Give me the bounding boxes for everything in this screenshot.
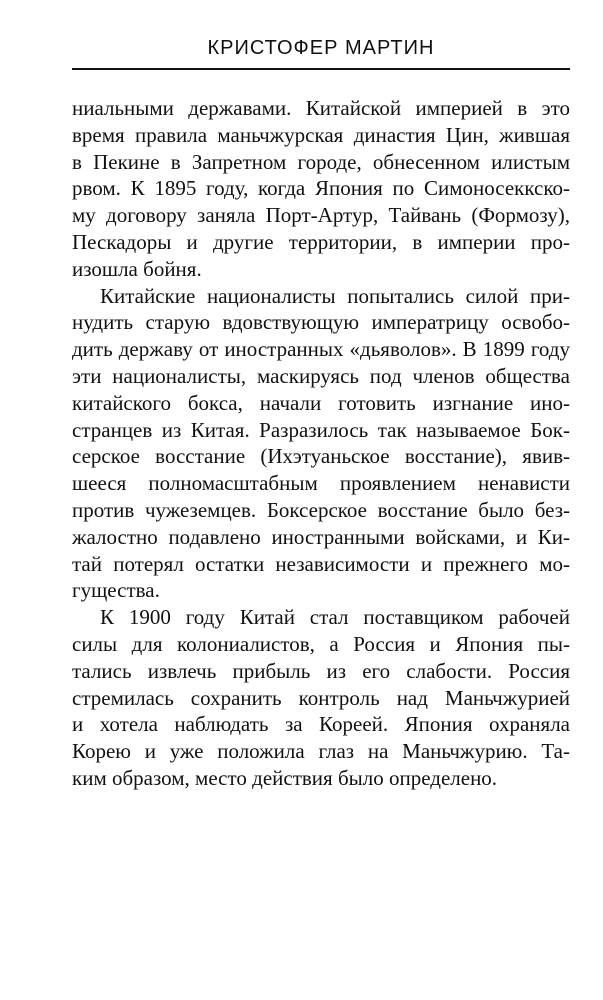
text-line: силы для колониалистов, а Россия и Япония пы- — [72, 631, 570, 656]
text-line: изошла бойня. — [72, 256, 202, 281]
header-rule — [72, 68, 570, 70]
text-line: тались извлечь прибыль из его слабости. Россия — [72, 658, 570, 683]
text-line: серское восстание (Ихэтуаньское восстание), явив- — [72, 444, 570, 469]
text-line: Китайские националисты попытались силой при- — [100, 283, 570, 308]
text-line: шееся полномасштабным проявлением ненависти — [72, 471, 570, 496]
text-line: в Пекине в Запретном городе, обнесенном илистым — [72, 149, 570, 174]
running-header: КРИСТОФЕР МАРТИН — [207, 37, 435, 59]
text-line: му договору заняла Порт-Артур, Тайвань (Формозу), — [72, 203, 570, 228]
text-line: странцев из Китая. Разразилось так называемое Бок- — [72, 417, 570, 442]
text-line: тай потерял остатки независимости и прежнего мо- — [72, 551, 570, 576]
text-line: и хотела наблюдать за Кореей. Япония охраняла — [72, 712, 570, 737]
text-line: стремилась сохранить контроль над Маньчжурией — [72, 685, 570, 710]
text-body — [72, 95, 570, 792]
text-line: время правила маньчжурская династия Цин, жившая — [72, 122, 570, 147]
paragraph-2 — [72, 283, 570, 605]
text-line: дить державу от иностранных «дьяволов». В 1899 году — [72, 337, 570, 362]
paragraph-1 — [72, 95, 570, 283]
text-line: жалостно подавлено иностранными войсками, и Ки- — [72, 524, 570, 549]
text-line: китайского бокса, начали готовить изгнание ино- — [72, 390, 570, 415]
text-line: рвом. К 1895 году, когда Япония по Симоносеккско- — [72, 176, 570, 201]
text-line: Корею и уже положила глаз на Маньчжурию. Та- — [72, 739, 570, 764]
text-line: нудить старую вдовствующую императрицу освобо- — [72, 310, 570, 335]
text-line: ким образом, место действия было определено. — [72, 765, 498, 790]
text-line: К 1900 году Китай стал поставщиком рабочей — [100, 605, 570, 630]
text-line: эти националисты, маскируясь под членов общества — [72, 363, 570, 388]
text-line: Пескадоры и другие территории, в империи про- — [72, 229, 570, 254]
text-line: против чужеземцев. Боксерское восстание было без- — [72, 497, 570, 522]
text-line: ниальными державами. Китайской империей в это — [72, 96, 570, 120]
paragraph-3 — [72, 604, 570, 792]
text-line: гущества. — [72, 578, 160, 603]
